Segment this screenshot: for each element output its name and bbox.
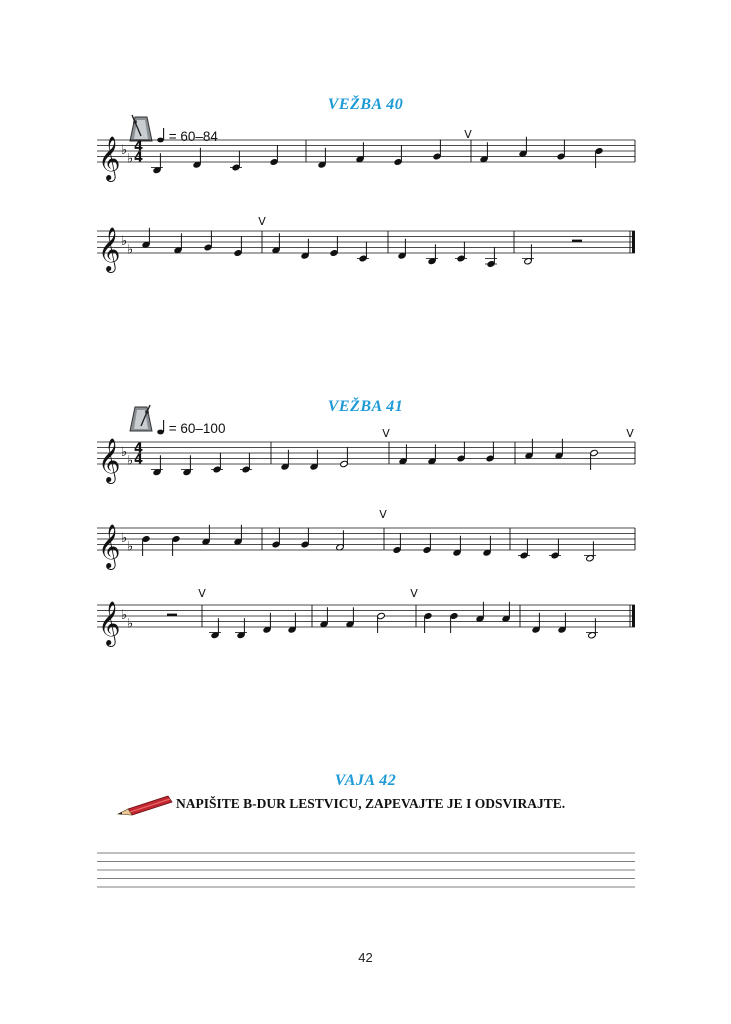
page-number: 42 xyxy=(358,950,373,965)
flat-icon: ♭ xyxy=(127,616,134,632)
time-signature-top: 4 xyxy=(134,139,144,155)
flat-icon: ♭ xyxy=(127,151,134,167)
flat-icon: ♭ xyxy=(121,143,128,158)
treble-clef-icon: 𝄞 xyxy=(98,136,121,180)
flat-icon: ♭ xyxy=(127,453,134,469)
task-42-title: VAJA 42 xyxy=(334,772,397,789)
half-rest xyxy=(167,614,177,616)
half-rest xyxy=(572,240,582,242)
breath-mark: V xyxy=(410,587,418,600)
flat-icon: ♭ xyxy=(121,608,128,623)
breath-mark: V xyxy=(382,427,390,440)
flat-icon: ♭ xyxy=(121,234,128,249)
exercise-40-title: VEŽBA 40 xyxy=(327,96,404,113)
treble-clef-icon: 𝄞 xyxy=(98,438,121,482)
treble-clef-icon: 𝄞 xyxy=(98,601,121,645)
treble-clef-icon: 𝄞 xyxy=(98,227,121,271)
flat-icon: ♭ xyxy=(121,531,128,546)
task-42-instruction: NAPIŠITE B-DUR LESTVICU, ZAPEVAJTE JE I ODSVIRAJTE. xyxy=(176,796,566,811)
flat-icon: ♭ xyxy=(127,242,134,258)
tempo-value: = 60–84 xyxy=(168,129,218,144)
flat-icon: ♭ xyxy=(121,445,128,460)
treble-clef-icon: 𝄞 xyxy=(98,524,121,568)
breath-mark: V xyxy=(258,215,266,228)
tempo-value: = 60–100 xyxy=(168,421,226,436)
time-signature-bottom: 4 xyxy=(134,452,144,468)
breath-mark: V xyxy=(198,587,206,600)
breath-mark: V xyxy=(626,427,634,440)
flat-icon: ♭ xyxy=(127,539,134,555)
time-signature-bottom: 4 xyxy=(134,150,144,166)
breath-mark: V xyxy=(464,128,472,141)
breath-mark: V xyxy=(379,508,387,521)
exercise-41-title: VEŽBA 41 xyxy=(327,398,404,415)
time-signature-top: 4 xyxy=(134,441,144,457)
